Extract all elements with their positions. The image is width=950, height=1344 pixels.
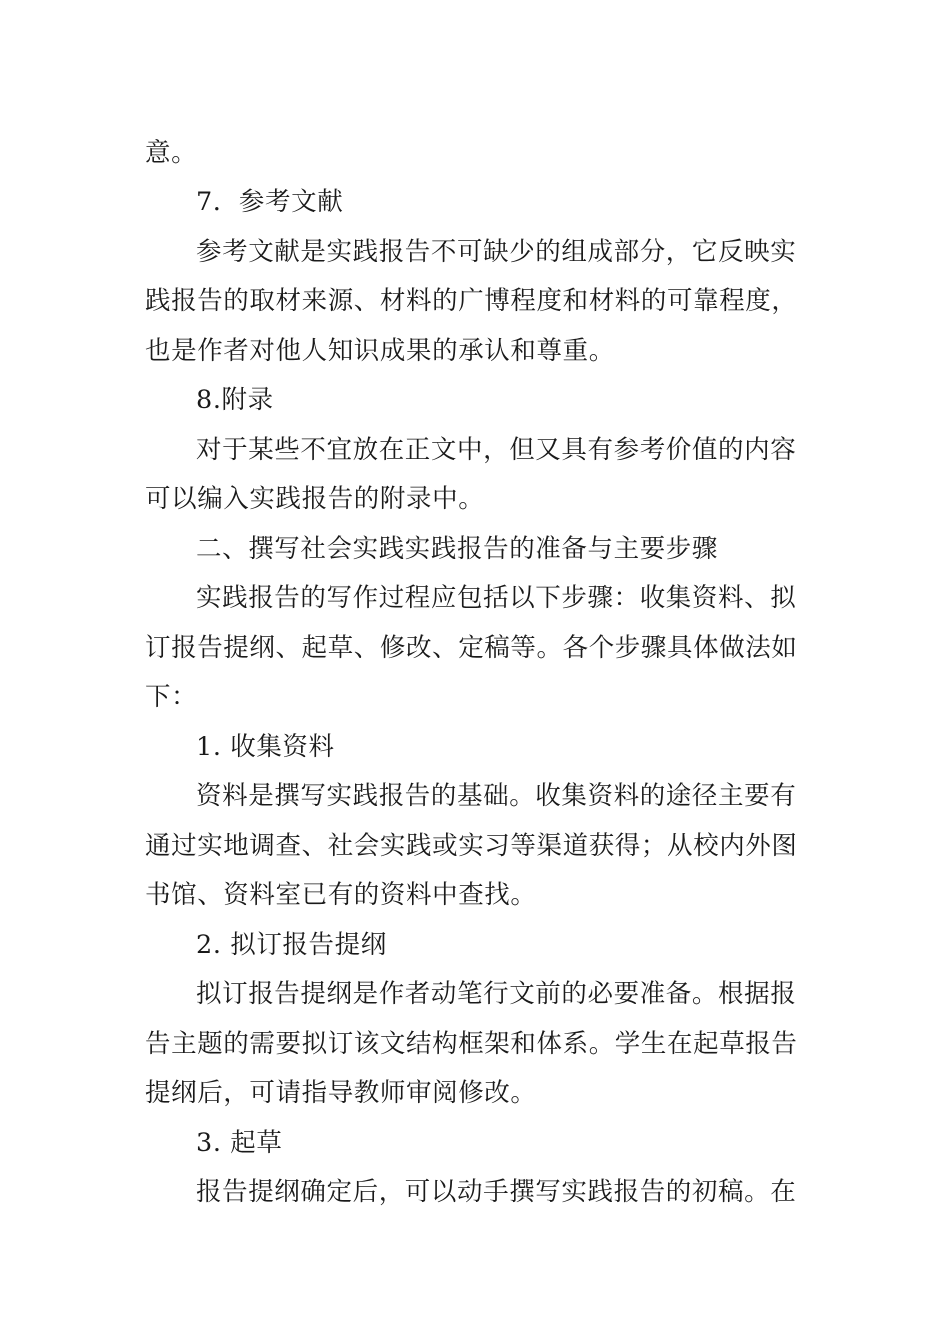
text-line: 提纲后，可请指导教师审阅修改。 xyxy=(145,1078,537,1108)
text-line: 意。 xyxy=(145,138,198,168)
section-heading-appendix: 8.附录 xyxy=(196,385,274,415)
text-line: 通过实地调查、社会实践或实习等渠道获得；从校内外图 xyxy=(145,831,798,861)
text-line: 践报告的取材来源、材料的广博程度和材料的可靠程度， xyxy=(145,286,798,316)
text-line: 也是作者对他人知识成果的承认和尊重。 xyxy=(145,336,615,366)
section-heading-collect: 1. 收集资料 xyxy=(196,732,335,762)
text-line: 下： xyxy=(145,682,198,712)
section-heading-draft: 3. 起草 xyxy=(196,1128,283,1158)
text-line: 对于某些不宜放在正文中，但又具有参考价值的内容 xyxy=(196,435,797,465)
text-line: 书馆、资料室已有的资料中查找。 xyxy=(145,880,537,910)
text-line: 资料是撰写实践报告的基础。收集资料的途径主要有 xyxy=(196,781,797,811)
text-line: 实践报告的写作过程应包括以下步骤：收集资料、拟 xyxy=(196,583,797,613)
text-line: 报告提纲确定后，可以动手撰写实践报告的初稿。在 xyxy=(196,1177,797,1207)
section-heading-references: 7．参考文献 xyxy=(196,187,344,217)
text-line: 可以编入实践报告的附录中。 xyxy=(145,484,485,514)
text-line: 参考文献是实践报告不可缺少的组成部分，它反映实 xyxy=(196,237,797,267)
text-line: 订报告提纲、起草、修改、定稿等。各个步骤具体做法如 xyxy=(145,633,798,663)
section-heading-outline: 2. 拟订报告提纲 xyxy=(196,930,387,960)
text-line: 告主题的需要拟订该文结构框架和体系。学生在起草报告 xyxy=(145,1029,798,1059)
text-line: 拟订报告提纲是作者动笔行文前的必要准备。根据报 xyxy=(196,979,797,1009)
section-heading-preparation: 二、撰写社会实践实践报告的准备与主要步骤 xyxy=(196,534,719,564)
